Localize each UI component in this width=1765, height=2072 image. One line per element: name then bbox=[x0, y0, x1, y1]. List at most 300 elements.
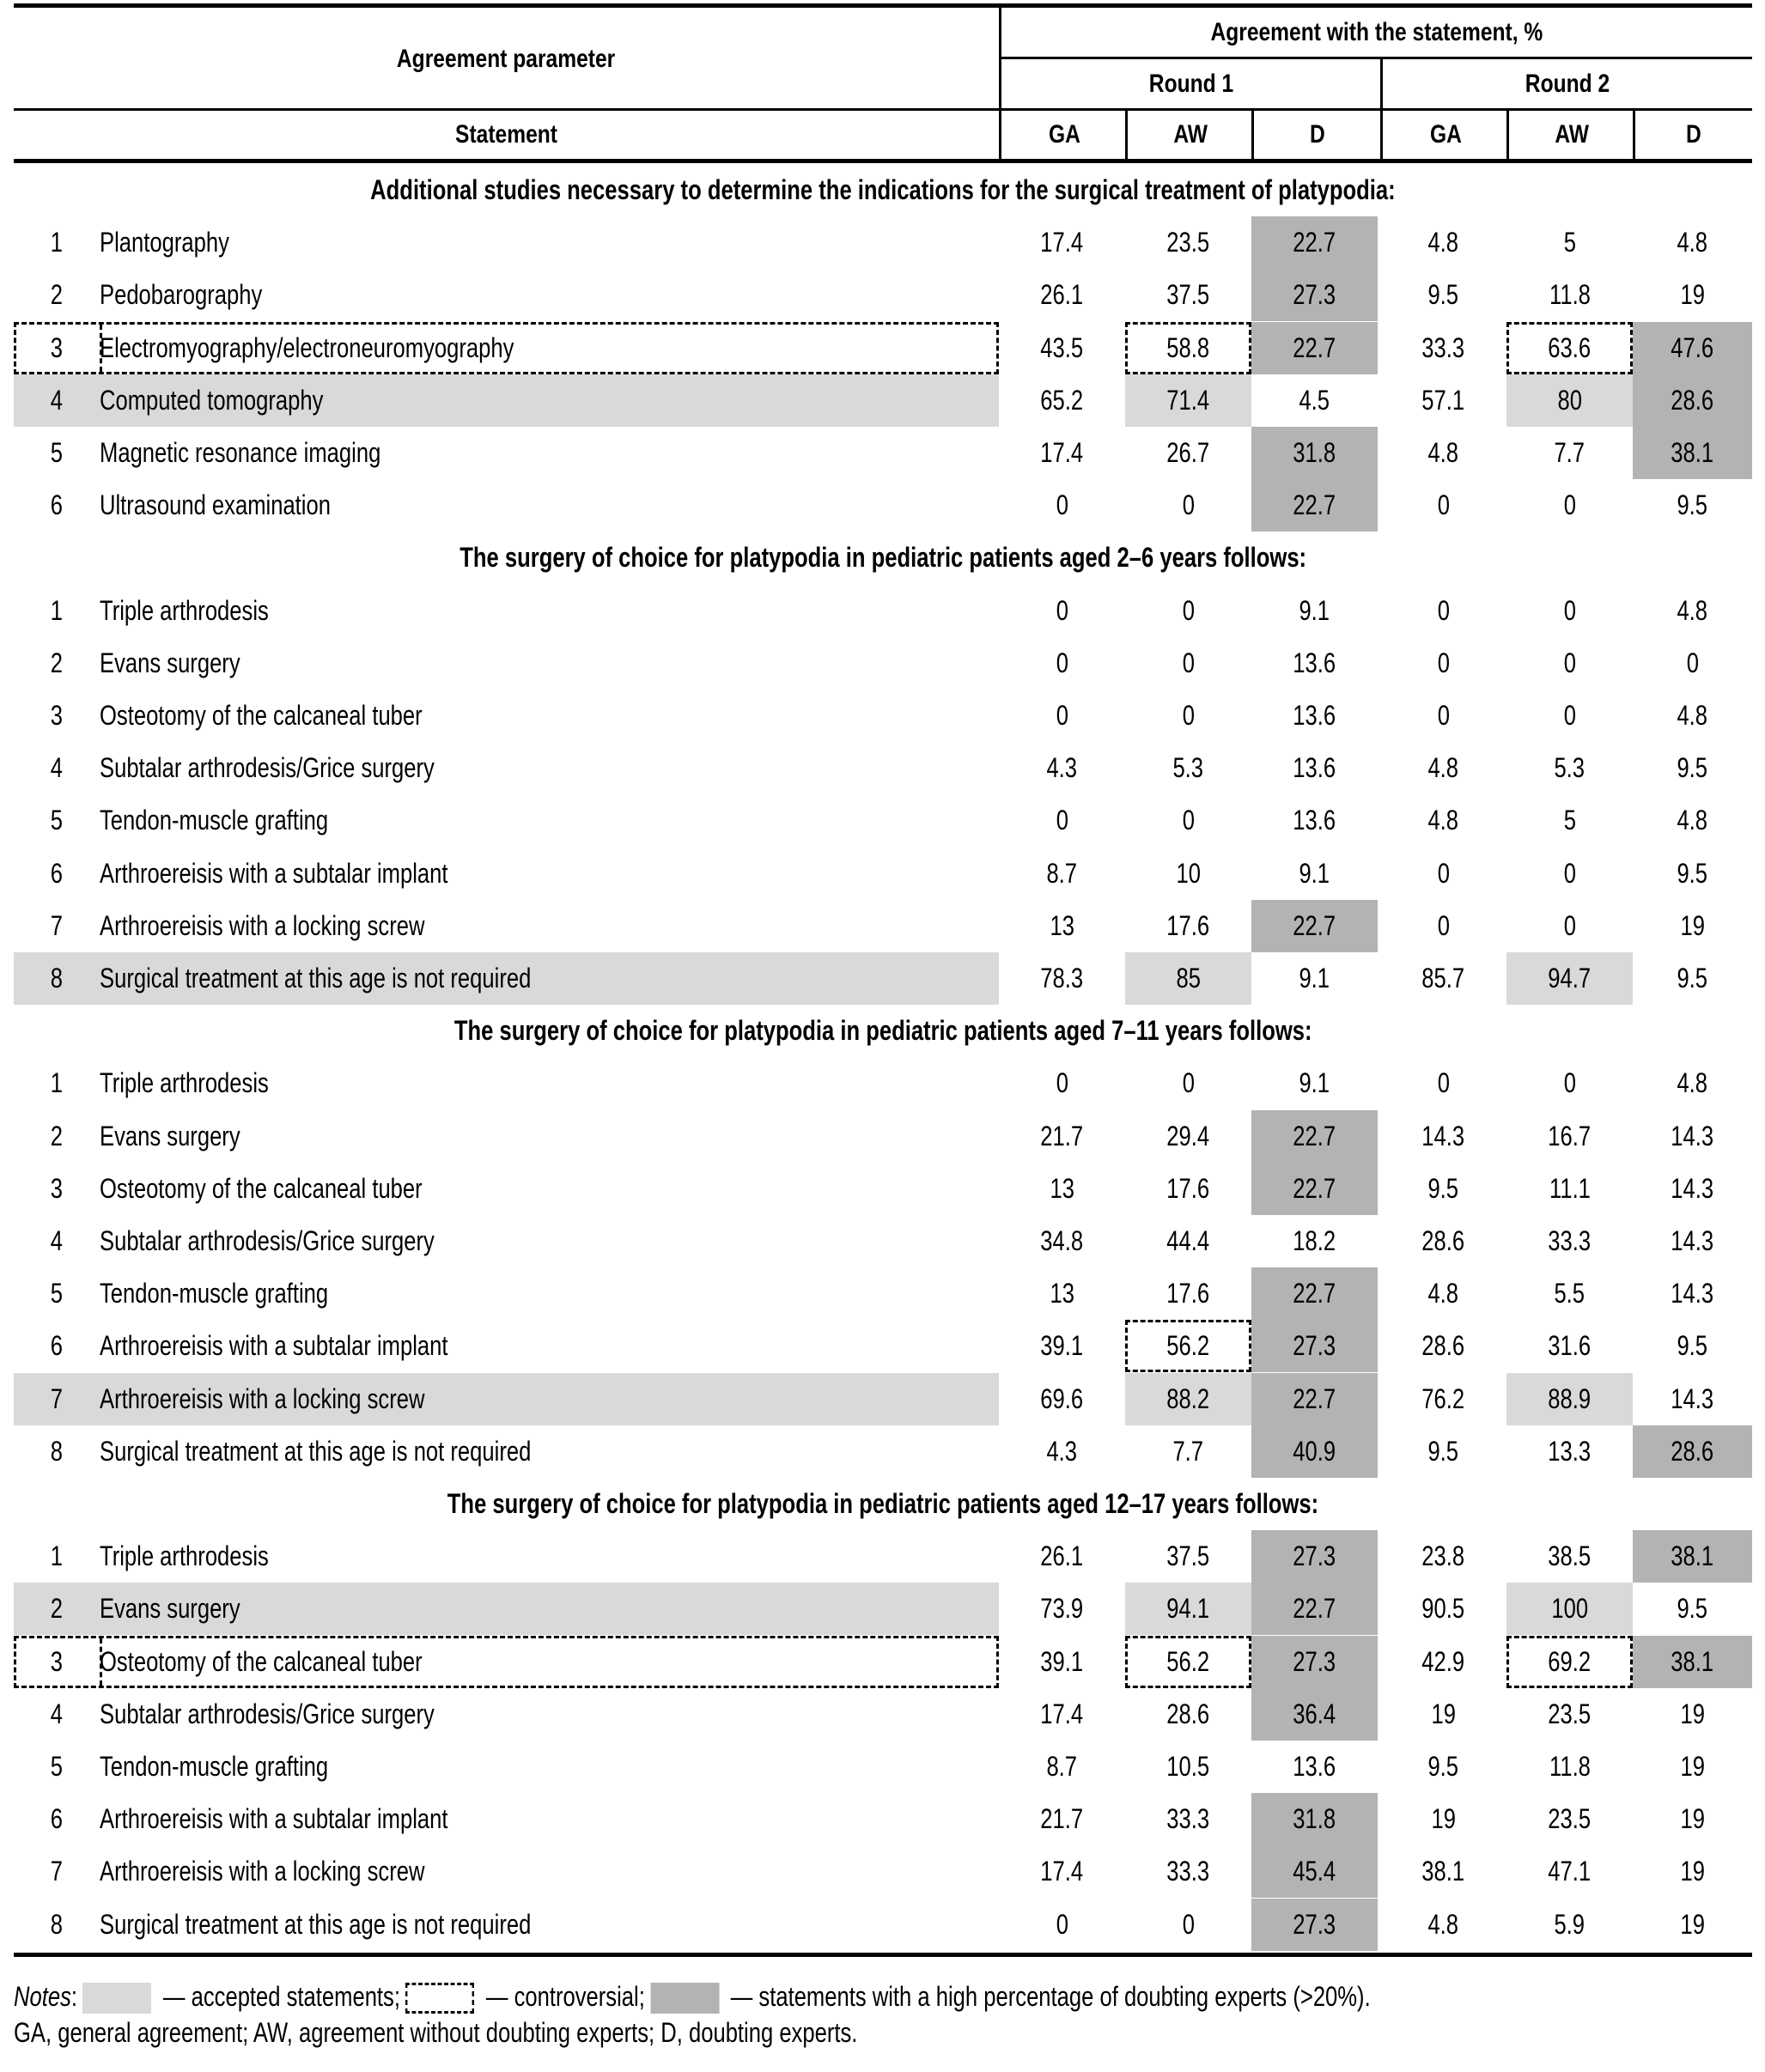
table-row bbox=[14, 1688, 1752, 1741]
value-r2-aw: 0 bbox=[1563, 594, 1576, 626]
value-r2-aw: 11.8 bbox=[1549, 1751, 1591, 1782]
table-row bbox=[14, 1530, 1752, 1583]
value-r1-ga: 34.8 bbox=[1040, 1225, 1084, 1256]
header-divider bbox=[1633, 108, 1635, 159]
value-r2-ga: 0 bbox=[1437, 857, 1450, 889]
value-r1-aw: 17.6 bbox=[1166, 1172, 1210, 1204]
value-r1-d: 27.3 bbox=[1251, 1636, 1378, 1688]
row-number: 2 bbox=[50, 279, 64, 311]
value-r2-d: 9.5 bbox=[1677, 1593, 1708, 1625]
row-number: 1 bbox=[50, 1540, 64, 1572]
value-r2-d: 38.1 bbox=[1633, 427, 1752, 479]
statement-text: Tendon-muscle grafting bbox=[100, 1751, 329, 1782]
statement-text: Arthroereisis with a locking screw bbox=[100, 1856, 425, 1887]
value-r2-aw: 88.9 bbox=[1506, 1373, 1633, 1425]
row-number: 6 bbox=[50, 857, 64, 889]
statement-text: Ultrasound examination bbox=[100, 489, 331, 521]
notes-line-1: Notes: — accepted statements; — controversial; — statements with a high percentage of doubting experts (>20%). bbox=[14, 1978, 1404, 2014]
statement-text: Evans surgery bbox=[100, 1593, 240, 1625]
notes-label: Notes bbox=[14, 1980, 71, 2012]
value-r2-aw: 7.7 bbox=[1554, 437, 1585, 468]
value-r1-d: 13.6 bbox=[1293, 1751, 1336, 1782]
value-r2-ga: 19 bbox=[1431, 1698, 1456, 1729]
doubting-swatch bbox=[650, 1983, 719, 2014]
header-divider bbox=[1380, 57, 1383, 159]
value-r1-aw: 23.5 bbox=[1166, 227, 1210, 258]
value-r1-d: 9.1 bbox=[1299, 1067, 1330, 1099]
row-number: 3 bbox=[50, 700, 64, 731]
row-number: 4 bbox=[50, 1698, 64, 1729]
value-r1-d: 27.3 bbox=[1251, 1530, 1378, 1583]
value-r1-d: 36.4 bbox=[1251, 1688, 1378, 1741]
header-bottom-rule bbox=[14, 159, 1752, 163]
column-header-d: D bbox=[1309, 120, 1325, 149]
statement-text: Subtalar arthrodesis/Grice surgery bbox=[100, 1225, 435, 1256]
statement-text: Magnetic resonance imaging bbox=[100, 437, 381, 468]
value-r1-ga: 13 bbox=[1050, 909, 1074, 941]
value-r2-d: 14.3 bbox=[1671, 1278, 1714, 1309]
table-row bbox=[14, 1163, 1752, 1215]
value-r1-aw: 28.6 bbox=[1166, 1698, 1210, 1729]
value-r2-aw: 47.1 bbox=[1548, 1856, 1592, 1887]
value-r2-d: 9.5 bbox=[1677, 752, 1708, 784]
row-number: 5 bbox=[50, 805, 64, 836]
value-r1-aw: 0 bbox=[1182, 647, 1195, 678]
header-round-1: Round 1 bbox=[1148, 69, 1233, 98]
value-r1-aw: 0 bbox=[1182, 594, 1195, 626]
value-r1-d: 9.1 bbox=[1299, 857, 1330, 889]
statement-text: Arthroereisis with a locking screw bbox=[100, 1382, 425, 1414]
value-r1-ga: 4.3 bbox=[1046, 1435, 1078, 1467]
value-r2-d: 0 bbox=[1686, 647, 1699, 678]
row-number: 4 bbox=[50, 1225, 64, 1256]
statement-text: Triple arthrodesis bbox=[100, 594, 269, 626]
value-r1-ga: 0 bbox=[1056, 700, 1068, 731]
value-r2-d: 9.5 bbox=[1677, 1330, 1708, 1362]
header-round-2: Round 2 bbox=[1525, 69, 1610, 98]
value-r1-aw: 17.6 bbox=[1166, 909, 1210, 941]
statement-text: Electromyography/electroneuromyography bbox=[100, 331, 514, 363]
value-r2-aw: 23.5 bbox=[1548, 1698, 1592, 1729]
value-r2-d: 19 bbox=[1680, 1751, 1705, 1782]
statement-text: Arthroereisis with a subtalar implant bbox=[100, 857, 448, 889]
value-r1-aw: 85 bbox=[1125, 952, 1251, 1005]
value-r2-d: 4.8 bbox=[1677, 805, 1708, 836]
value-r2-d: 19 bbox=[1680, 1698, 1705, 1729]
value-r1-ga: 78.3 bbox=[1040, 963, 1084, 993]
value-r1-aw: 0 bbox=[1182, 805, 1195, 836]
notes-doubting: — statements with a high percentage of doubting experts (>20%). bbox=[724, 1980, 1371, 2012]
section-title: The surgery of choice for platypodia in pediatric patients aged 2–6 years follows: bbox=[460, 542, 1306, 574]
value-r1-aw: 5.3 bbox=[1172, 752, 1204, 784]
value-r1-ga: 39.1 bbox=[1040, 1330, 1084, 1362]
statement-text: Triple arthrodesis bbox=[100, 1540, 269, 1572]
row-number: 4 bbox=[50, 384, 64, 416]
table-row bbox=[14, 1425, 1752, 1478]
value-r1-ga: 8.7 bbox=[1046, 1751, 1078, 1782]
row-number: 7 bbox=[50, 1856, 64, 1887]
value-r2-ga: 0 bbox=[1437, 909, 1450, 941]
column-header-ga: GA bbox=[1049, 120, 1080, 149]
value-r2-ga: 9.5 bbox=[1427, 1751, 1459, 1782]
column-header-aw: AW bbox=[1555, 120, 1590, 149]
value-r1-d: 9.1 bbox=[1299, 963, 1330, 993]
value-r1-aw: 58.8 bbox=[1125, 322, 1251, 374]
value-r2-aw: 31.6 bbox=[1548, 1330, 1592, 1362]
header-agreement-parameter: Agreement parameter bbox=[397, 45, 616, 73]
value-r2-aw: 33.3 bbox=[1548, 1225, 1592, 1256]
value-r1-aw: 56.2 bbox=[1125, 1320, 1251, 1372]
value-r2-aw: 16.7 bbox=[1548, 1120, 1592, 1151]
value-r1-aw: 44.4 bbox=[1166, 1225, 1210, 1256]
value-r1-aw: 10 bbox=[1176, 857, 1201, 889]
table-row bbox=[14, 1899, 1752, 1951]
statement-text: Arthroereisis with a subtalar implant bbox=[100, 1803, 448, 1835]
value-r2-aw: 38.5 bbox=[1548, 1540, 1592, 1572]
notes-line-2: GA, general agreement; AW, agreement without doubting experts; D, doubting experts. bbox=[14, 2016, 858, 2048]
value-r1-ga: 13 bbox=[1050, 1278, 1074, 1309]
statement-text: Tendon-muscle grafting bbox=[100, 805, 329, 836]
row-number: 4 bbox=[50, 752, 64, 784]
statement-text: Triple arthrodesis bbox=[100, 1067, 269, 1099]
value-r1-ga: 17.4 bbox=[1040, 1698, 1084, 1729]
row-number: 5 bbox=[50, 1278, 64, 1309]
value-r2-aw: 5.5 bbox=[1554, 1278, 1585, 1309]
table-row bbox=[14, 742, 1752, 794]
value-r2-ga: 0 bbox=[1437, 647, 1450, 678]
value-r1-aw: 7.7 bbox=[1172, 1435, 1204, 1467]
value-r1-aw: 33.3 bbox=[1166, 1803, 1210, 1835]
row-number: 2 bbox=[50, 647, 64, 678]
value-r2-d: 47.6 bbox=[1633, 322, 1752, 374]
value-r1-d: 22.7 bbox=[1251, 1373, 1378, 1425]
row-number: 1 bbox=[50, 594, 64, 626]
value-r2-ga: 42.9 bbox=[1421, 1645, 1465, 1677]
value-r2-ga: 33.3 bbox=[1421, 331, 1465, 363]
value-r2-aw: 23.5 bbox=[1548, 1803, 1592, 1835]
value-r1-d: 4.5 bbox=[1299, 384, 1330, 416]
value-r2-d: 9.5 bbox=[1677, 489, 1708, 521]
value-r1-d: 22.7 bbox=[1251, 1583, 1378, 1635]
value-r2-d: 38.1 bbox=[1633, 1530, 1752, 1583]
row-number: 3 bbox=[50, 331, 64, 363]
statement-text: Arthroereisis with a locking screw bbox=[100, 909, 425, 941]
value-r2-d: 19 bbox=[1680, 1856, 1705, 1887]
table-row bbox=[14, 1110, 1752, 1163]
value-r2-ga: 19 bbox=[1431, 1803, 1456, 1835]
value-r1-aw: 33.3 bbox=[1166, 1856, 1210, 1887]
value-r2-d: 9.5 bbox=[1677, 963, 1708, 993]
value-r1-d: 13.6 bbox=[1293, 752, 1336, 784]
value-r1-d: 22.7 bbox=[1251, 1110, 1378, 1163]
value-r2-aw: 0 bbox=[1563, 489, 1576, 521]
value-r2-aw: 11.8 bbox=[1549, 279, 1591, 311]
value-r1-aw: 71.4 bbox=[1125, 374, 1251, 427]
table-row bbox=[14, 1373, 1752, 1425]
value-r1-aw: 0 bbox=[1182, 700, 1195, 731]
statement-text: Evans surgery bbox=[100, 647, 240, 678]
value-r1-d: 18.2 bbox=[1293, 1225, 1336, 1256]
statement-text: Tendon-muscle grafting bbox=[100, 1278, 329, 1309]
row-number: 5 bbox=[50, 1751, 64, 1782]
value-r2-ga: 28.6 bbox=[1421, 1225, 1465, 1256]
value-r2-ga: 9.5 bbox=[1427, 1435, 1459, 1467]
row-number: 1 bbox=[50, 227, 64, 258]
value-r1-d: 13.6 bbox=[1293, 700, 1336, 731]
table-row bbox=[14, 479, 1752, 532]
value-r1-ga: 17.4 bbox=[1040, 437, 1084, 468]
table-row bbox=[14, 1267, 1752, 1320]
value-r2-d: 19 bbox=[1680, 1908, 1705, 1940]
value-r1-d: 13.6 bbox=[1293, 805, 1336, 836]
value-r2-d: 19 bbox=[1680, 279, 1705, 311]
statement-text: Osteotomy of the calcaneal tuber bbox=[100, 1645, 423, 1677]
value-r2-d: 14.3 bbox=[1671, 1120, 1714, 1151]
table-row bbox=[14, 1583, 1752, 1635]
value-r2-d: 4.8 bbox=[1677, 227, 1708, 258]
statement-text: Subtalar arthrodesis/Grice surgery bbox=[100, 1698, 435, 1729]
row-number: 8 bbox=[50, 963, 64, 993]
value-r2-d: 9.5 bbox=[1677, 857, 1708, 889]
table-row bbox=[14, 1057, 1752, 1109]
value-r2-ga: 38.1 bbox=[1421, 1856, 1465, 1887]
statement-text: Computed tomography bbox=[100, 384, 324, 416]
value-r1-d: 22.7 bbox=[1251, 1163, 1378, 1215]
row-number: 7 bbox=[50, 909, 64, 941]
statement-text: Surgical treatment at this age is not required bbox=[100, 1435, 532, 1467]
value-r1-aw: 29.4 bbox=[1166, 1120, 1210, 1151]
statement-text: Evans surgery bbox=[100, 1120, 240, 1151]
row-number: 3 bbox=[50, 1172, 64, 1204]
row-number: 2 bbox=[50, 1593, 64, 1625]
statement-text: Pedobarography bbox=[100, 279, 263, 311]
value-r1-aw: 0 bbox=[1182, 489, 1195, 521]
value-r1-aw: 10.5 bbox=[1166, 1751, 1210, 1782]
value-r1-ga: 39.1 bbox=[1040, 1645, 1084, 1677]
column-header-aw: AW bbox=[1173, 120, 1208, 149]
notes-accepted: — accepted statements; bbox=[156, 1980, 400, 2012]
section-title: The surgery of choice for platypodia in pediatric patients aged 7–11 years follows: bbox=[453, 1015, 1312, 1047]
table-row bbox=[14, 322, 1752, 374]
value-r1-d: 27.3 bbox=[1251, 269, 1378, 321]
value-r1-ga: 0 bbox=[1056, 805, 1068, 836]
table-row bbox=[14, 374, 1752, 427]
statement-text: Surgical treatment at this age is not required bbox=[100, 963, 532, 993]
value-r2-ga: 4.8 bbox=[1427, 227, 1459, 258]
row-number: 6 bbox=[50, 489, 64, 521]
table-row bbox=[14, 216, 1752, 269]
table-row bbox=[14, 1636, 1752, 1688]
statement-text: Osteotomy of the calcaneal tuber bbox=[100, 1172, 423, 1204]
value-r1-ga: 0 bbox=[1056, 594, 1068, 626]
value-r1-ga: 0 bbox=[1056, 489, 1068, 521]
table-row bbox=[14, 900, 1752, 952]
value-r2-ga: 9.5 bbox=[1427, 1172, 1459, 1204]
header-statement: Statement bbox=[455, 120, 557, 149]
value-r1-aw: 94.1 bbox=[1125, 1583, 1251, 1635]
table-row bbox=[14, 427, 1752, 479]
statement-text: Plantography bbox=[100, 227, 229, 258]
value-r2-ga: 14.3 bbox=[1421, 1120, 1465, 1151]
value-r1-aw: 26.7 bbox=[1166, 437, 1210, 468]
table-row bbox=[14, 1793, 1752, 1845]
value-r1-aw: 0 bbox=[1182, 1067, 1195, 1099]
value-r1-d: 40.9 bbox=[1251, 1425, 1378, 1478]
value-r2-d: 38.1 bbox=[1633, 1636, 1752, 1688]
row-number: 1 bbox=[50, 1067, 64, 1099]
value-r2-ga: 4.8 bbox=[1427, 1278, 1459, 1309]
value-r1-d: 13.6 bbox=[1293, 647, 1336, 678]
value-r1-ga: 8.7 bbox=[1046, 857, 1078, 889]
value-r2-ga: 9.5 bbox=[1427, 279, 1459, 311]
table-row bbox=[14, 794, 1752, 847]
value-r2-d: 14.3 bbox=[1671, 1382, 1714, 1414]
value-r2-aw: 0 bbox=[1563, 909, 1576, 941]
header-divider bbox=[1251, 108, 1254, 159]
value-r2-d: 14.3 bbox=[1671, 1225, 1714, 1256]
table-row bbox=[14, 269, 1752, 321]
column-header-d: D bbox=[1686, 120, 1701, 149]
value-r1-ga: 26.1 bbox=[1040, 279, 1084, 311]
value-r2-d: 4.8 bbox=[1677, 1067, 1708, 1099]
value-r2-d: 19 bbox=[1680, 1803, 1705, 1835]
value-r2-ga: 4.8 bbox=[1427, 805, 1459, 836]
table-row bbox=[14, 1215, 1752, 1267]
value-r2-d: 19 bbox=[1680, 909, 1705, 941]
value-r1-aw: 88.2 bbox=[1125, 1373, 1251, 1425]
header-divider bbox=[999, 8, 1001, 159]
value-r2-ga: 0 bbox=[1437, 700, 1450, 731]
value-r2-aw: 100 bbox=[1506, 1583, 1633, 1635]
value-r1-aw: 17.6 bbox=[1166, 1278, 1210, 1309]
value-r2-ga: 4.8 bbox=[1427, 752, 1459, 784]
value-r2-ga: 4.8 bbox=[1427, 437, 1459, 468]
value-r2-ga: 28.6 bbox=[1421, 1330, 1465, 1362]
row-number: 6 bbox=[50, 1803, 64, 1835]
value-r1-d: 22.7 bbox=[1251, 322, 1378, 374]
table-row bbox=[14, 952, 1752, 1005]
column-header-ga: GA bbox=[1430, 120, 1462, 149]
value-r1-ga: 0 bbox=[1056, 1067, 1068, 1099]
value-r1-d: 22.7 bbox=[1251, 1267, 1378, 1320]
value-r2-aw: 63.6 bbox=[1506, 322, 1633, 374]
header-divider bbox=[1506, 108, 1509, 159]
value-r2-aw: 80 bbox=[1506, 374, 1633, 427]
value-r1-ga: 73.9 bbox=[1040, 1593, 1084, 1625]
value-r2-ga: 4.8 bbox=[1427, 1908, 1459, 1940]
value-r1-ga: 21.7 bbox=[1040, 1120, 1084, 1151]
value-r1-d: 27.3 bbox=[1251, 1899, 1378, 1951]
value-r2-aw: 94.7 bbox=[1506, 952, 1633, 1005]
table-row bbox=[14, 1741, 1752, 1793]
value-r2-ga: 57.1 bbox=[1421, 384, 1465, 416]
row-number: 2 bbox=[50, 1120, 64, 1151]
table-row bbox=[14, 690, 1752, 742]
value-r1-d: 27.3 bbox=[1251, 1320, 1378, 1372]
value-r1-d: 9.1 bbox=[1299, 594, 1330, 626]
accepted-swatch bbox=[82, 1983, 151, 2014]
row-number: 6 bbox=[50, 1330, 64, 1362]
row-number: 7 bbox=[50, 1382, 64, 1414]
value-r2-aw: 11.1 bbox=[1549, 1172, 1591, 1204]
row-number: 8 bbox=[50, 1908, 64, 1940]
value-r1-ga: 4.3 bbox=[1046, 752, 1078, 784]
value-r2-aw: 5.9 bbox=[1554, 1908, 1585, 1940]
value-r2-d: 14.3 bbox=[1671, 1172, 1714, 1204]
value-r1-d: 22.7 bbox=[1251, 900, 1378, 952]
value-r2-ga: 90.5 bbox=[1421, 1593, 1465, 1625]
value-r2-aw: 5.3 bbox=[1554, 752, 1585, 784]
value-r1-ga: 21.7 bbox=[1040, 1803, 1084, 1835]
controversial-swatch bbox=[405, 1983, 474, 2014]
value-r2-ga: 0 bbox=[1437, 1067, 1450, 1099]
notes-controversial: — controversial; bbox=[479, 1980, 645, 2012]
value-r1-d: 22.7 bbox=[1251, 216, 1378, 269]
value-r1-ga: 43.5 bbox=[1040, 331, 1084, 363]
section-title: Additional studies necessary to determine the indications for the surgical treatment of platypodia: bbox=[370, 174, 1396, 205]
section-title: The surgery of choice for platypodia in pediatric patients aged 12–17 years follows: bbox=[447, 1488, 1319, 1519]
table-bottom-rule bbox=[14, 1953, 1752, 1957]
value-r1-aw: 37.5 bbox=[1166, 279, 1210, 311]
table-row bbox=[14, 585, 1752, 637]
statement-text: Subtalar arthrodesis/Grice surgery bbox=[100, 752, 435, 784]
value-r1-d: 45.4 bbox=[1251, 1845, 1378, 1898]
value-r1-ga: 13 bbox=[1050, 1172, 1074, 1204]
value-r1-aw: 0 bbox=[1182, 1908, 1195, 1940]
value-r2-ga: 85.7 bbox=[1421, 963, 1465, 993]
table-row bbox=[14, 1320, 1752, 1372]
value-r2-ga: 76.2 bbox=[1421, 1382, 1465, 1414]
value-r2-ga: 23.8 bbox=[1421, 1540, 1465, 1572]
value-r2-aw: 0 bbox=[1563, 700, 1576, 731]
value-r1-ga: 69.6 bbox=[1040, 1382, 1084, 1414]
value-r2-d: 28.6 bbox=[1633, 374, 1752, 427]
value-r2-d: 28.6 bbox=[1633, 1425, 1752, 1478]
table-row bbox=[14, 637, 1752, 690]
value-r2-d: 4.8 bbox=[1677, 700, 1708, 731]
value-r2-d: 4.8 bbox=[1677, 594, 1708, 626]
statement-text: Arthroereisis with a subtalar implant bbox=[100, 1330, 448, 1362]
statement-text: Surgical treatment at this age is not required bbox=[100, 1908, 532, 1940]
value-r1-ga: 17.4 bbox=[1040, 1856, 1084, 1887]
value-r1-aw: 56.2 bbox=[1125, 1636, 1251, 1688]
value-r1-aw: 37.5 bbox=[1166, 1540, 1210, 1572]
table-notes bbox=[14, 1978, 1752, 2051]
value-r1-ga: 0 bbox=[1056, 647, 1068, 678]
statement-text: Osteotomy of the calcaneal tuber bbox=[100, 700, 423, 731]
row-number: 3 bbox=[50, 1645, 64, 1677]
table-row bbox=[14, 848, 1752, 900]
value-r1-d: 31.8 bbox=[1251, 1793, 1378, 1845]
value-r2-aw: 0 bbox=[1563, 1067, 1576, 1099]
row-number: 8 bbox=[50, 1435, 64, 1467]
value-r2-ga: 0 bbox=[1437, 594, 1450, 626]
value-r2-ga: 0 bbox=[1437, 489, 1450, 521]
value-r1-ga: 0 bbox=[1056, 1908, 1068, 1940]
value-r2-aw: 13.3 bbox=[1548, 1435, 1592, 1467]
value-r1-d: 31.8 bbox=[1251, 427, 1378, 479]
value-r1-ga: 65.2 bbox=[1040, 384, 1084, 416]
row-number: 5 bbox=[50, 437, 64, 468]
value-r2-aw: 5 bbox=[1563, 227, 1576, 258]
value-r2-aw: 5 bbox=[1563, 805, 1576, 836]
table-row bbox=[14, 1845, 1752, 1898]
header-agreement-with-statement: Agreement with the statement, % bbox=[1210, 17, 1543, 46]
value-r2-aw: 69.2 bbox=[1506, 1636, 1633, 1688]
value-r1-d: 22.7 bbox=[1251, 479, 1378, 532]
value-r1-ga: 17.4 bbox=[1040, 227, 1084, 258]
value-r2-aw: 0 bbox=[1563, 857, 1576, 889]
